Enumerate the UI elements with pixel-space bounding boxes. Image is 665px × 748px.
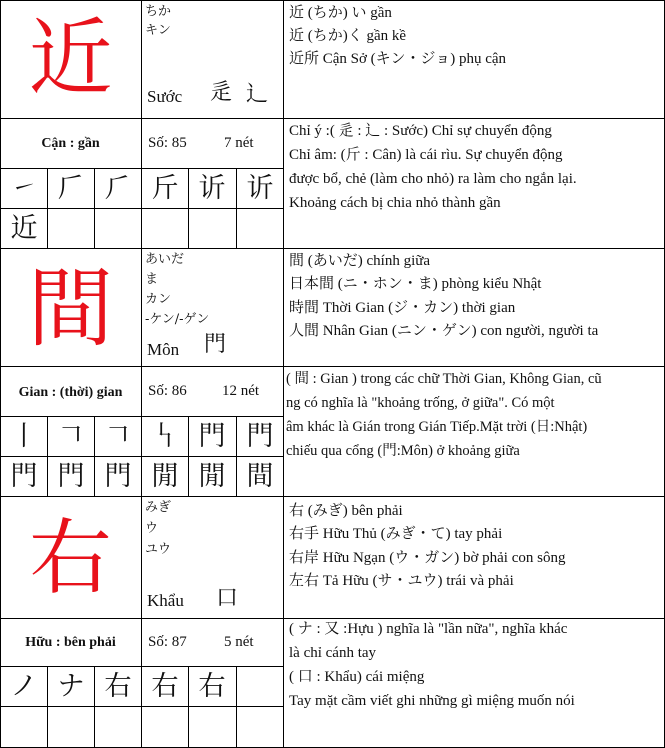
radical-glyph: 門: [204, 332, 227, 357]
stroke-order-step: 𠃑: [151, 420, 179, 452]
example-line: 右岸 Hữu Ngạn (ウ・ガン) bờ phải con sông: [289, 550, 566, 566]
kanji-number: Số: 85: [148, 135, 187, 151]
stroke-order-step: ⺁: [104, 172, 132, 204]
stroke-order-step: ノ: [10, 670, 38, 702]
reading-on: ウ: [145, 521, 159, 536]
explanation-line: ( 口 : Khẩu) cái miệng: [289, 669, 425, 685]
stroke-count: 5 nét: [224, 634, 254, 650]
kanji-title: Hữu : bên phải: [25, 635, 116, 650]
radical-glyph-variant: 辶: [246, 82, 269, 107]
radical-glyph: 辵: [210, 80, 233, 105]
stroke-order-step: 間: [246, 460, 274, 492]
stroke-order-step: 門: [57, 460, 85, 492]
explanation-line: ng có nghĩa là "khoảng trống, ở giữa". Có một: [286, 395, 555, 411]
stroke-count: 7 nét: [224, 135, 254, 151]
reading-on: カン: [145, 292, 172, 307]
stroke-order-step: 門: [10, 460, 38, 492]
reading-on: -ケン/-ゲン: [145, 312, 210, 327]
stroke-order-step: 閒: [151, 460, 179, 492]
kanji-title: Gian : (thời) gian: [18, 385, 123, 400]
explanation-line: chiếu qua cổng (門:Môn) ở khoảng giữa: [286, 443, 520, 459]
main-kanji: 右: [29, 511, 112, 606]
example-line: 右手 Hữu Thủ (みぎ・て) tay phải: [289, 526, 503, 542]
stroke-order-step: ナ: [57, 670, 85, 702]
radical-name: Sước: [147, 87, 183, 106]
stroke-order-step: 閒: [198, 460, 226, 492]
reading-kun: みぎ: [145, 500, 172, 515]
example-line: 右 (みぎ) bên phải: [289, 503, 403, 519]
stroke-order-step: 斤: [151, 172, 179, 204]
explanation-line: ( ナ : 又 :Hựu ) nghĩa là "lần nữa", nghĩa khác: [289, 621, 568, 637]
explanation-line: âm khác là Gián trong Gián Tiếp.Mặt trời (日:Nhật): [286, 419, 588, 435]
kanji-number: Số: 87: [148, 634, 187, 650]
explanation-line: Tay mặt cầm viết ghi những gì miệng muốn nói: [289, 693, 575, 709]
stroke-order-step: 近: [10, 212, 38, 244]
radical-name: Khẩu: [147, 591, 184, 610]
stroke-count: 12 nét: [222, 383, 260, 399]
stroke-order-step: 𠃍: [104, 420, 132, 452]
stroke-order-step: 䜣: [198, 172, 226, 204]
reading-kun: ちか: [145, 4, 172, 19]
stroke-order-step: 門: [246, 420, 274, 452]
stroke-order-step: 右: [151, 670, 179, 702]
example-line: 左右 Tả Hữu (サ・ユウ) trái và phải: [289, 573, 514, 589]
kanji-number: Số: 86: [148, 383, 187, 399]
explanation-line: là chỉ cánh tay: [289, 645, 377, 661]
radical-glyph: 口: [216, 586, 239, 611]
reading-kun: あいだ: [145, 252, 185, 267]
example-line: 近所 Cận Sở (キン・ジョ) phụ cận: [289, 51, 507, 67]
stroke-order-step: 丨: [10, 420, 38, 452]
main-kanji: 間: [27, 259, 114, 359]
example-line: 近 (ちか) い gần: [289, 5, 392, 21]
explanation-line: Chỉ ý :( 辵 : 辶 : Sước) Chỉ sự chuyển động: [289, 123, 552, 139]
stroke-order-step: 䜣: [246, 172, 274, 204]
reading-on: キン: [145, 23, 171, 38]
example-line: 人間 Nhân Gian (ニン・ゲン) con người, người ta: [289, 323, 599, 339]
stroke-order-step: ㇀: [10, 172, 38, 204]
kanji-title: Cận : gần: [41, 136, 100, 151]
main-kanji: 近: [28, 9, 113, 107]
explanation-line: ( 間 : Gian ) trong các chữ Thời Gian, Không Gian, cũ: [286, 371, 602, 387]
explanation-line: Khoảng cách bị chia nhỏ thành gần: [289, 195, 501, 211]
stroke-order-step: 右: [198, 670, 226, 702]
stroke-order-step: 門: [104, 460, 132, 492]
stroke-order-step: 右: [104, 670, 132, 702]
example-line: 日本間 (ニ・ホン・ま) phòng kiểu Nhật: [289, 276, 542, 292]
stroke-order-step: 𠃍: [57, 420, 85, 452]
stroke-order-step: 𠂆: [57, 172, 85, 204]
stroke-order-step: 門: [198, 420, 226, 452]
explanation-line: Chỉ âm: (斤 : Cân) là cái rìu. Sự chuyển động: [289, 147, 563, 163]
example-line: 間 (あいだ) chính giữa: [289, 253, 431, 269]
example-line: 時間 Thời Gian (ジ・カン) thời gian: [289, 300, 516, 316]
reading-on: ユウ: [145, 542, 172, 557]
explanation-line: được bổ, chẻ (làm cho nhỏ) ra làm cho ngắn lại.: [289, 171, 577, 187]
reading-kun: ま: [145, 272, 159, 287]
example-line: 近 (ちか)く gần kề: [289, 28, 407, 44]
radical-name: Môn: [147, 340, 180, 359]
